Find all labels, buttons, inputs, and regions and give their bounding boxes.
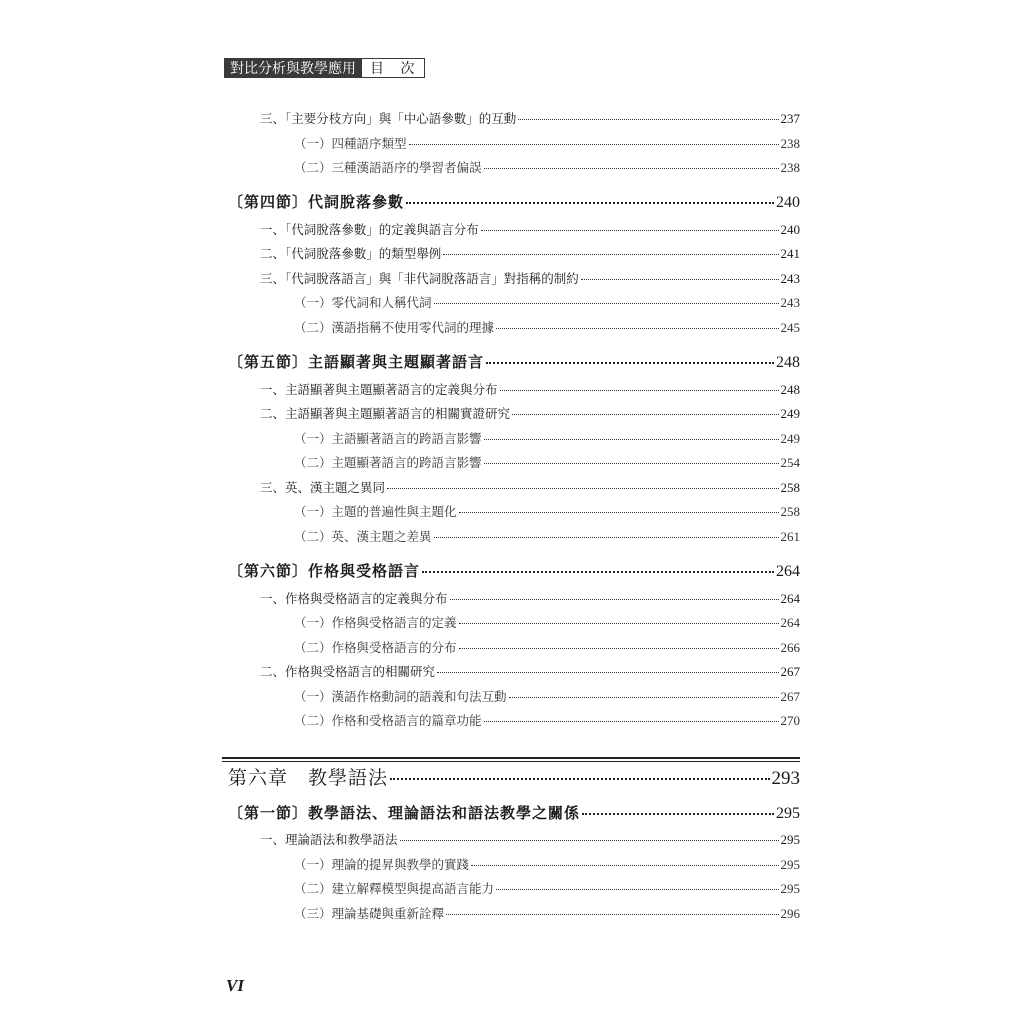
toc-entry[interactable]: 三、英、漢主題之異同 258 — [260, 480, 800, 495]
toc-entry[interactable]: 二、作格與受格語言的相關研究 267 — [260, 664, 800, 679]
toc-entry[interactable]: （一）四種語序類型 238 — [294, 136, 800, 151]
chapter-divider — [222, 757, 800, 759]
toc-chapter-heading[interactable]: 第六章 教學語法 293 — [228, 768, 800, 789]
toc-entry[interactable]: （二）三種漢語語序的學習者偏誤 238 — [294, 160, 800, 175]
book-title: 對比分析與教學應用 — [224, 58, 362, 78]
toc-entry[interactable]: 三、「主要分枝方向」與「中心語參數」的互動 237 — [260, 111, 800, 126]
toc-section-heading[interactable]: 〔第五節〕主語顯著與主題顯著語言 248 — [228, 353, 800, 371]
toc-entry[interactable]: （二）作格和受格語言的篇章功能 270 — [294, 713, 800, 728]
toc-entry[interactable]: 二、「代詞脫落參數」的類型舉例 241 — [260, 246, 800, 261]
toc-entry[interactable]: （一）漢語作格動詞的語義和句法互動 267 — [294, 689, 800, 704]
toc-section-heading[interactable]: 〔第四節〕代詞脫落參數 240 — [228, 193, 800, 211]
toc-entry[interactable]: 一、理論語法和教學語法 295 — [260, 832, 800, 847]
toc-entry[interactable]: 三、「代詞脫落語言」與「非代詞脫落語言」對指稱的制約 243 — [260, 271, 800, 286]
toc-entry[interactable]: （二）漢語指稱不使用零代詞的理據 245 — [294, 320, 800, 335]
toc-section-heading[interactable]: 〔第六節〕作格與受格語言 264 — [228, 562, 800, 580]
toc-entry[interactable]: 一、作格與受格語言的定義與分布 264 — [260, 591, 800, 606]
toc-entry[interactable]: （二）英、漢主題之差異 261 — [294, 529, 800, 544]
section-label: 目 次 — [362, 58, 425, 78]
toc-entry[interactable]: （二）建立解釋模型與提高語言能力 295 — [294, 881, 800, 896]
toc-entry[interactable]: （一）作格與受格語言的定義 264 — [294, 615, 800, 630]
toc-entry[interactable]: （一）主語顯著語言的跨語言影響 249 — [294, 431, 800, 446]
toc-entry[interactable]: （一）主題的普遍性與主題化 258 — [294, 504, 800, 519]
toc-entry[interactable]: （一）理論的提昇與教學的實踐 295 — [294, 857, 800, 872]
toc-section-heading[interactable]: 〔第一節〕教學語法、理論語法和語法教學之關係 295 — [228, 804, 800, 822]
chapter-divider-thin — [222, 761, 800, 762]
toc-entry[interactable]: 一、「代詞脫落參數」的定義與語言分布 240 — [260, 222, 800, 237]
toc-entry[interactable]: （二）主題顯著語言的跨語言影響 254 — [294, 455, 800, 470]
toc-entry[interactable]: 二、主語顯著與主題顯著語言的相關實證研究 249 — [260, 406, 800, 421]
toc-entry[interactable]: （一）零代詞和人稱代詞 243 — [294, 295, 800, 310]
toc-entry[interactable]: 一、主語顯著與主題顯著語言的定義與分布 248 — [260, 382, 800, 397]
page-number: VI — [226, 976, 244, 995]
toc-entry[interactable]: （三）理論基礎與重新詮釋 296 — [294, 906, 800, 921]
toc-entry[interactable]: （二）作格與受格語言的分布 266 — [294, 640, 800, 655]
